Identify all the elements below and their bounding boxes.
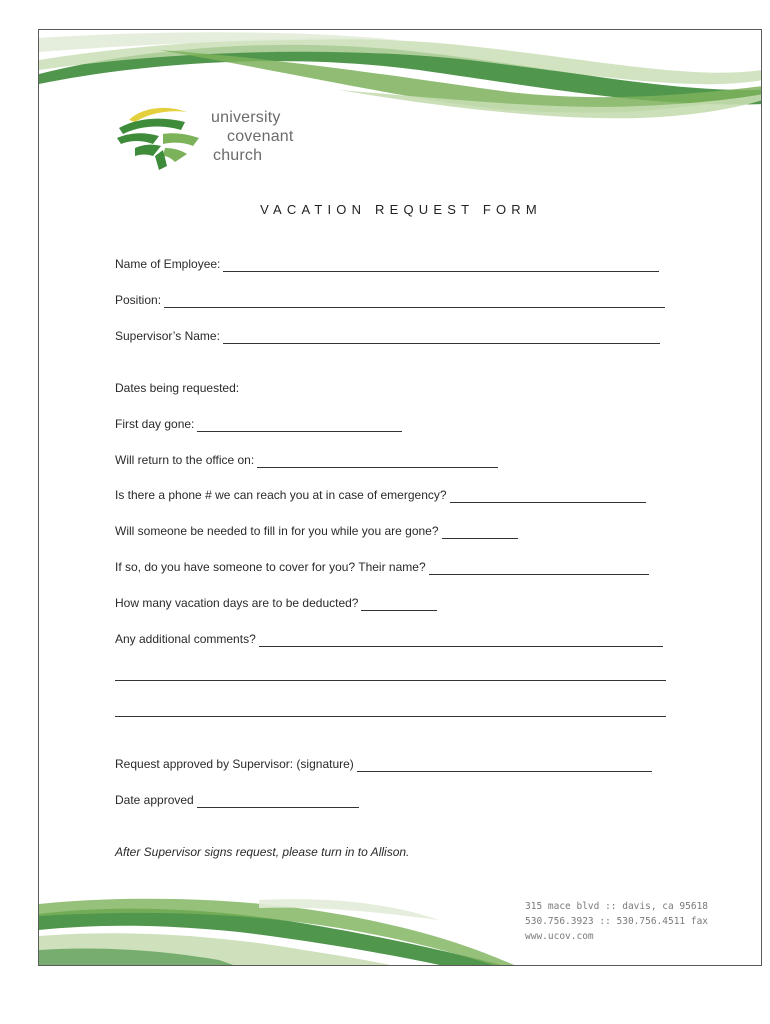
employee-name-label: Name of Employee: <box>115 257 221 271</box>
church-name-line2: covenant <box>227 128 294 145</box>
return-day-label: Will return to the office on: <box>115 453 255 467</box>
return-day-row <box>115 452 498 468</box>
phone-input[interactable] <box>450 489 646 503</box>
church-name <box>211 108 294 165</box>
dates-heading <box>115 380 239 396</box>
position-input[interactable] <box>164 294 665 308</box>
employee-name-input[interactable] <box>223 258 659 272</box>
form-page <box>38 29 762 966</box>
days-deducted-row <box>115 595 437 611</box>
days-deducted-label: How many vacation days are to be deducted? <box>115 596 359 610</box>
comments-line-2[interactable] <box>115 680 666 681</box>
date-approved-input[interactable] <box>197 794 359 808</box>
fill-in-label: Will someone be needed to fill in for you while you are gone? <box>115 524 439 538</box>
position-row <box>115 292 665 308</box>
church-logo <box>115 104 325 199</box>
first-day-row <box>115 416 402 432</box>
supervisor-name-input[interactable] <box>223 330 660 344</box>
church-logo-icon <box>115 104 211 174</box>
phone-label: Is there a phone # we can reach you at in case of emergency? <box>115 488 447 502</box>
fill-in-input[interactable] <box>442 525 518 539</box>
website-line[interactable]: www.ucov.com <box>525 931 594 942</box>
cover-name-label: If so, do you have someone to cover for you? Their name? <box>115 560 426 574</box>
days-deducted-input[interactable] <box>361 597 437 611</box>
return-day-input[interactable] <box>257 454 498 468</box>
comments-label: Any additional comments? <box>115 632 256 646</box>
comments-input[interactable] <box>259 633 663 647</box>
approved-by-row <box>115 756 652 772</box>
approved-by-label: Request approved by Supervisor: (signature) <box>115 757 354 771</box>
dates-heading-label: Dates being requested: <box>115 381 240 395</box>
church-address <box>525 899 708 944</box>
cover-name-row <box>115 559 649 575</box>
first-day-label: First day gone: <box>115 417 195 431</box>
employee-name-row <box>115 256 659 272</box>
church-name-line3: church <box>213 147 263 164</box>
date-approved-row <box>115 792 359 808</box>
date-approved-label: Date approved <box>115 793 194 807</box>
fill-in-row <box>115 523 518 539</box>
signature-input[interactable] <box>357 758 652 772</box>
address-line: 315 mace blvd :: davis, ca 95618 <box>525 901 709 912</box>
supervisor-name-row <box>115 328 660 344</box>
position-label: Position: <box>115 293 162 307</box>
phone-fax-line: 530.756.3923 :: 530.756.4511 fax <box>525 916 709 927</box>
first-day-input[interactable] <box>197 418 402 432</box>
phone-row <box>115 487 646 503</box>
form-title: VACATION REQUEST FORM <box>260 202 542 217</box>
cover-name-input[interactable] <box>429 561 649 575</box>
comments-row <box>115 631 663 647</box>
supervisor-name-label: Supervisor’s Name: <box>115 329 220 343</box>
comments-line-3[interactable] <box>115 716 666 717</box>
church-name-line1: university <box>211 109 281 126</box>
submission-note: After Supervisor signs request, please turn in to Allison. <box>115 845 410 859</box>
